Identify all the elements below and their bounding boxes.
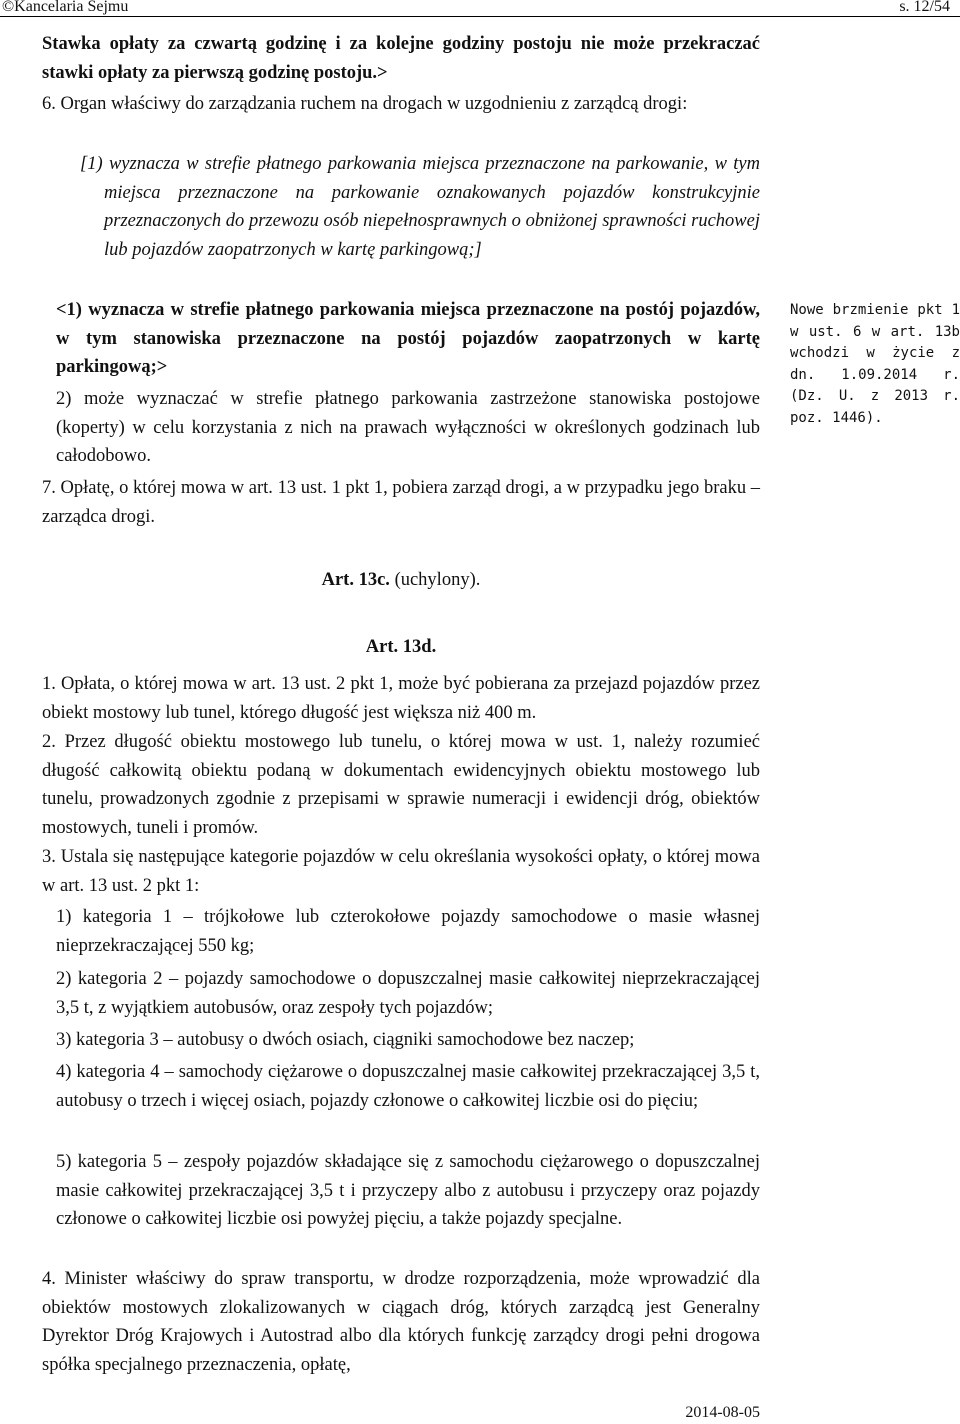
paragraph-6-item-2: 2) może wyznaczać w strefie płatnego parkowania zastrzeżone stanowiska postojowe (koperty) w celu korzystania z nich na prawach wyłączności w określonych godzinach lub całodobowo. <box>56 389 760 466</box>
art-13d-heading: Art. 13d. <box>365 637 437 657</box>
paragraph-6: 6. Organ właściwy do zarządzania ruchem na drogach w uzgodnieniu z zarządcą drogi: <box>42 94 688 114</box>
category-5: 5) kategoria 5 – zespoły pojazdów składające się z samochodu ciężarowego o dopuszczalnej masie całkowitej przekraczającej 3,5 t i przyczepy albo z autobusu i przyczepy oraz pojazdy członowe o całkowitej liczbie osi powyżej pięciu, a także pojazdy specjalne. <box>56 1152 760 1229</box>
category-3: 3) kategoria 3 – autobusy o dwóch osiach, ciągniki samochodowe bez naczep; <box>56 1030 635 1050</box>
publisher-label: ©Kancelaria Sejmu <box>2 0 129 15</box>
art-13c-heading <box>42 566 760 595</box>
art-13d-paragraph-3: 3. Ustala się następujące kategorie pojazdów w celu określania wysokości opłaty, o której mowa w art. 13 ust. 2 pkt 1: <box>42 847 760 896</box>
stawka-paragraph: Stawka opłaty za czwartą godzinę i za kolejne godziny postoju nie może przekraczać stawki opłaty za pierwszą godzinę postoju.> <box>42 34 760 83</box>
art-13c-status: (uchylony). <box>394 570 481 590</box>
category-1: 1) kategoria 1 – trójkołowe lub czterokołowe pojazdy samochodowe o masie własnej nieprzekraczającej 550 kg; <box>56 907 760 956</box>
art-13d-paragraph-2: 2. Przez długość obiektu mostowego lub tunelu, o której mowa w ust. 1, należy rozumieć długość całkowitą obiektu podaną w dokumentach ewidencyjnych obiektu mostowego lub tunelu, prowadzonych zgodnie z przepisami w sprawie numeracji i ewidencji dróg, obiektów mostowych, tuneli i promów. <box>42 732 760 838</box>
art-13d-paragraph-4: 4. Minister właściwy do spraw transportu, w drodze rozporządzenia, może wprowadzić dla obiektów mostowych zlokalizowanych w ciągach dróg, których zarządcą jest Generalny Dyrektor Dróg Krajowych i Autostrad albo dla których funkcję zarządcy drogi pełni drogowa spółka specjalnego przeznaczenia, opłatę, <box>42 1269 760 1375</box>
page-number: s. 12/54 <box>899 0 950 15</box>
art-13c-title: Art. 13c. <box>321 570 390 590</box>
paragraph-6-item-1-old: [1) wyznacza w strefie płatnego parkowania miejsca przeznaczone na parkowanie, w tym miejsca przeznaczone na parkowanie oznakowanych pojazdów konstrukcyjnie przeznaczonych do przewozu osób niepełnosprawnych o obniżonej sprawności ruchowej lub pojazdów zaopatrzonych w kartę parkingową;] <box>80 154 760 260</box>
paragraph-6-item-1-new: <1) wyznacza w strefie płatnego parkowania miejsca przeznaczone na postój pojazdów, w tym stanowiska przeznaczone na postój pojazdów zaopatrzonych w kartę parkingową;> <box>56 300 760 377</box>
paragraph-7: 7. Opłatę, o której mowa w art. 13 ust. 1 pkt 1, pobiera zarząd drogi, a w przypadku jego braku – zarządca drogi. <box>42 478 760 527</box>
art-13d-paragraph-1: 1. Opłata, o której mowa w art. 13 ust. 2 pkt 1, może być pobierana za przejazd pojazdów przez obiekt mostowy lub tunel, którego długość jest większa niż 400 m. <box>42 674 760 723</box>
category-2: 2) kategoria 2 – pojazdy samochodowe o dopuszczalnej masie całkowitej nieprzekraczającej 3,5 t, z wyjątkiem autobusów, oraz zespoły tych pojazdów; <box>56 969 760 1018</box>
margin-note: Nowe brzmienie pkt 1 w ust. 6 w art. 13b wchodzi w życie z dn. 1.09.2014 r. (Dz. U. z 2013 r. poz. 1446). <box>790 302 960 426</box>
footer-date: 2014-08-05 <box>685 1404 760 1421</box>
category-4: 4) kategoria 4 – samochody ciężarowe o dopuszczalnej masie całkowitej przekraczającej 3,5 t, autobusy o trzech i więcej osiach, pojazdy członowe o całkowitej liczbie osi do pięciu; <box>56 1062 760 1111</box>
